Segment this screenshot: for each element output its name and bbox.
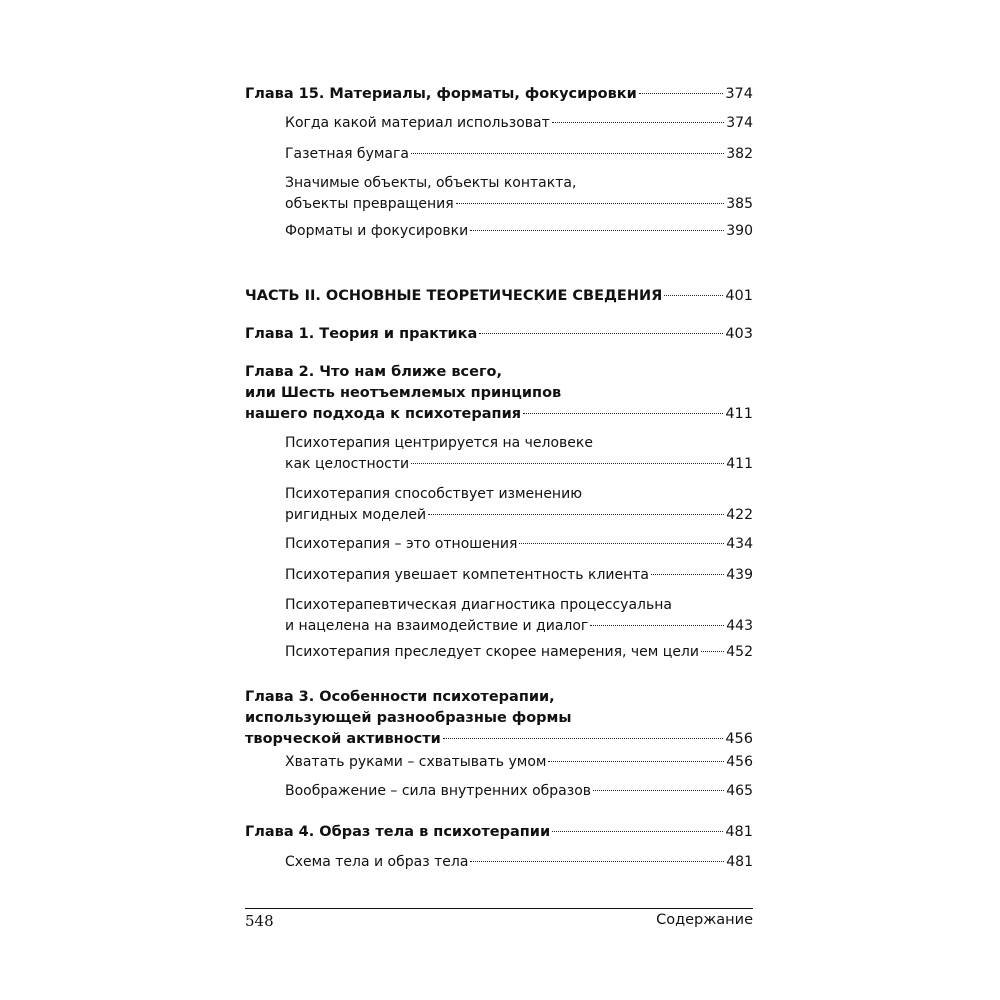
dot-leader xyxy=(470,230,724,231)
toc-page-number: 443 xyxy=(726,618,753,634)
toc-section-entry xyxy=(285,433,753,475)
toc-page-number: 481 xyxy=(726,854,753,870)
dot-leader xyxy=(479,333,723,334)
toc-entry-line xyxy=(285,752,753,773)
footer-section-title: Содержание xyxy=(656,912,753,928)
toc-entry-title: ригидных моделей xyxy=(285,507,427,523)
toc-entry-title: Воображение – сила внутренних образов xyxy=(285,783,592,799)
toc-page-number: 390 xyxy=(726,223,753,239)
toc-entry-title: Глава 2. Что нам ближе всего, xyxy=(245,364,502,380)
dot-leader xyxy=(552,831,723,832)
toc-entry-line xyxy=(245,729,753,750)
toc-page-number: 439 xyxy=(726,567,753,583)
toc-entry-line xyxy=(285,852,753,873)
toc-page-number: 411 xyxy=(725,406,753,422)
toc-page-number: 456 xyxy=(725,731,753,747)
toc-entry-title: Глава 15. Материалы, форматы, фокусировки xyxy=(245,86,637,102)
toc-entry-line xyxy=(285,616,753,637)
toc-entry-title: Газетная бумага xyxy=(285,146,409,162)
toc-entry-line xyxy=(285,454,753,475)
dot-leader xyxy=(411,153,724,154)
toc-section-entry xyxy=(285,595,753,637)
toc-entry-title: Глава 4. Образ тела в психотерапии xyxy=(245,824,551,840)
toc-entry-line xyxy=(285,642,753,663)
toc-page-number: 374 xyxy=(726,115,753,131)
toc-page-number: 422 xyxy=(726,507,753,523)
toc-section-entry xyxy=(285,534,753,555)
footer-rule xyxy=(245,908,753,909)
toc-page-number: 452 xyxy=(726,644,753,660)
toc-entry-line xyxy=(245,324,753,345)
dot-leader xyxy=(428,514,724,515)
dot-leader xyxy=(411,463,724,464)
toc-section-entry xyxy=(285,221,753,242)
toc-section-entry xyxy=(285,565,753,586)
toc-entry-title: Психотерапия – это отношения xyxy=(285,536,518,552)
dot-leader xyxy=(470,861,724,862)
toc-chapter-entry xyxy=(245,84,753,105)
toc-entry-line xyxy=(285,505,753,526)
toc-page-number: 382 xyxy=(726,146,753,162)
toc-entry-title: Схема тела и образ тела xyxy=(285,854,469,870)
toc-chapter-entry xyxy=(245,822,753,843)
toc-section-entry xyxy=(285,781,753,802)
toc-entry-title: творческой активности xyxy=(245,731,441,747)
toc-entry-line xyxy=(285,144,753,165)
dot-leader xyxy=(590,625,724,626)
dot-leader xyxy=(523,413,723,414)
toc-page-number: 401 xyxy=(725,288,753,304)
toc-page-number: 465 xyxy=(726,783,753,799)
toc-entry-title: или Шесть неотъемлемых принципов xyxy=(245,385,562,401)
toc-page-number: 481 xyxy=(725,824,753,840)
footer-page-number: 548 xyxy=(245,912,274,930)
toc-entry-line xyxy=(285,781,753,802)
dot-leader xyxy=(664,295,723,296)
toc-chapter-entry xyxy=(245,286,753,307)
toc-page-number: 403 xyxy=(725,326,753,342)
toc-entry-line xyxy=(285,194,753,215)
toc-entry-title: Психотерапия увешает компетентность клиента xyxy=(285,567,649,583)
toc-page-number: 434 xyxy=(726,536,753,552)
toc-chapter-entry xyxy=(245,687,753,750)
toc-section-entry xyxy=(285,113,753,134)
toc-entry-title: Значимые объекты, объекты контакта, xyxy=(285,175,577,191)
toc-entry-title: Психотерапия преследует скорее намерения, чем цели xyxy=(285,644,699,660)
toc-entry-line xyxy=(285,565,753,586)
toc-entry-line xyxy=(285,221,753,242)
toc-entry-line xyxy=(285,113,753,134)
dot-leader xyxy=(548,761,724,762)
toc-entry-title: Глава 1. Теория и практика xyxy=(245,326,478,342)
dot-leader xyxy=(456,203,725,204)
toc-section-entry xyxy=(285,642,753,663)
toc-entry-title: Хватать руками – схватывать умом xyxy=(285,754,547,770)
dot-leader xyxy=(443,738,723,739)
toc-entry-title: Психотерапевтическая диагностика процессуальна xyxy=(285,597,672,613)
toc-entry-line xyxy=(245,286,753,307)
toc-entry-line xyxy=(245,84,753,105)
dot-leader xyxy=(552,122,725,123)
dot-leader xyxy=(639,93,724,94)
toc-page-number: 411 xyxy=(726,456,753,472)
toc-section-entry xyxy=(285,173,753,215)
toc-entry-title: Форматы и фокусировки xyxy=(285,223,469,239)
toc-entry-title: использующей разнообразные формы xyxy=(245,710,572,726)
toc-chapter-entry xyxy=(245,362,753,425)
toc-entry-line xyxy=(245,822,753,843)
toc-entry-title: ЧАСТЬ II. ОСНОВНЫЕ ТЕОРЕТИЧЕСКИЕ СВЕДЕНИЯ xyxy=(245,288,663,304)
toc-chapter-entry xyxy=(245,324,753,345)
toc-section-entry xyxy=(285,852,753,873)
toc-section-entry xyxy=(285,484,753,526)
toc-entry-title: и нацелена на взаимодействие и диалог xyxy=(285,618,589,634)
dot-leader xyxy=(593,790,724,791)
dot-leader xyxy=(651,574,724,575)
toc-page-number: 374 xyxy=(725,86,753,102)
toc-page-number: 385 xyxy=(726,196,753,212)
toc-entry-title: Глава 3. Особенности психотерапии, xyxy=(245,689,555,705)
toc-section-entry xyxy=(285,144,753,165)
toc-entry-title: объекты превращения xyxy=(285,196,454,212)
toc-entry-title: Психотерапия способствует изменению xyxy=(285,486,582,502)
toc-page-number: 456 xyxy=(726,754,753,770)
toc-entry-title: Когда какой материал использоват xyxy=(285,115,550,131)
toc-entry-line xyxy=(285,534,753,555)
toc-entry-line xyxy=(245,404,753,425)
dot-leader xyxy=(701,651,724,652)
toc-entry-title: нашего подхода к психотерапия xyxy=(245,406,522,422)
toc-entry-title: как целостности xyxy=(285,456,410,472)
toc-entry-title: Психотерапия центрируется на человеке xyxy=(285,435,593,451)
toc-section-entry xyxy=(285,752,753,773)
dot-leader xyxy=(519,543,724,544)
